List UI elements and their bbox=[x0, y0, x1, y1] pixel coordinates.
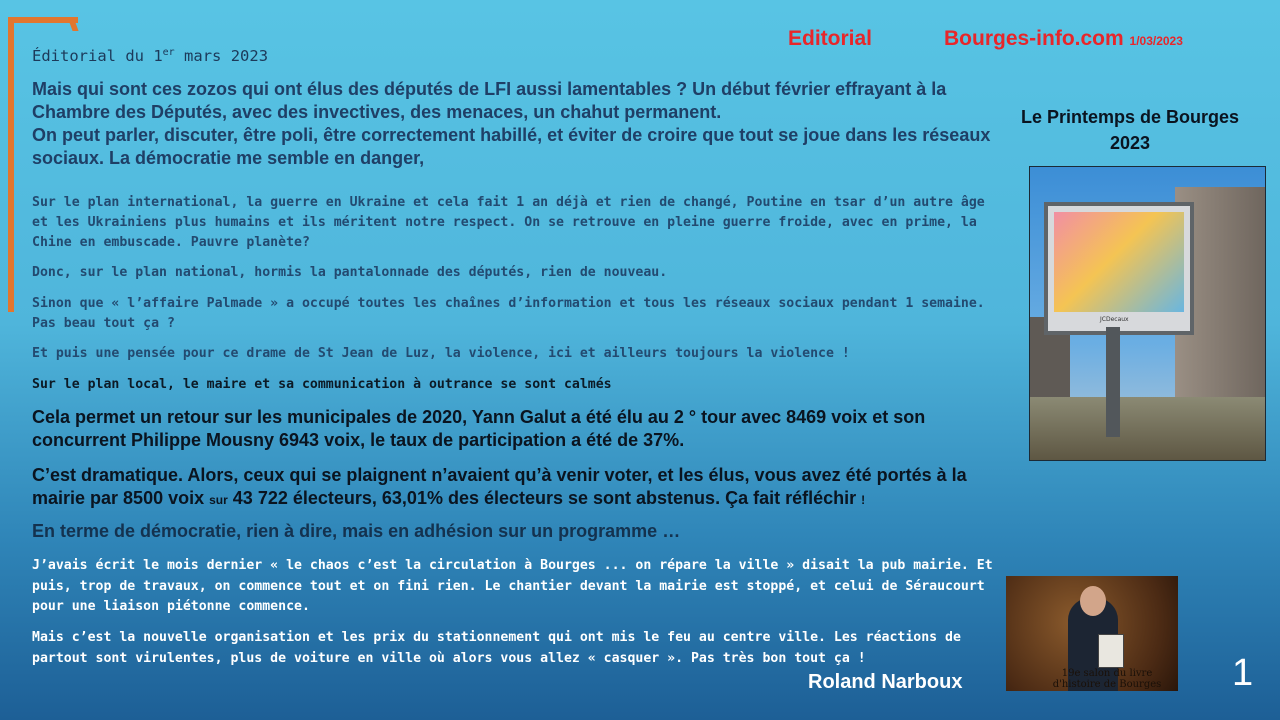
article-lead bbox=[32, 78, 992, 170]
portrait-head bbox=[1080, 586, 1106, 616]
header-site-name: Bourges-info.com 1/03/2023 bbox=[944, 27, 1183, 50]
portrait-book bbox=[1098, 634, 1124, 668]
paragraph-democratie: En terme de démocratie, rien à dire, mais en adhésion sur un programme … bbox=[32, 521, 681, 541]
header-date: 1/03/2023 bbox=[1129, 34, 1183, 48]
page-number: 1 bbox=[1232, 652, 1254, 694]
paragraph-international: Sur le plan international, la guerre en Ukraine et cela fait 1 an déjà et rien de changé, Poutine en tsar d’un autre âge et les Ukrainiens plus humains et ils méritent notre respect. On se retrouve en pleine guerre froide, avec en prime, la Chine en embuscade. Pauvre planète? bbox=[32, 195, 985, 250]
corner-bracket-left bbox=[8, 17, 14, 312]
billboard-pole bbox=[1106, 327, 1120, 437]
paragraph-municipales: Cela permet un retour sur les municipales de 2020, Yann Galut a été élu au 2 ° tour avec 8469 voix et son concurrent Philippe Mousny 6943 voix, le taux de participation a été de 37%. bbox=[32, 407, 926, 450]
header-editorial-label: Editorial bbox=[788, 27, 873, 50]
paragraph-dramatique: C’est dramatique. Alors, ceux qui se plaignent n’avaient qu’à venir voter, et les élus, vous avez été portés à la mairie par 8500 voix sur 43 722 électeurs, 63,01% des électeurs se sont abstenus. Ça fait réfléchir ! bbox=[32, 465, 967, 508]
paragraph-stationnement: Mais c’est la nouvelle organisation et les prix du stationnement qui ont mis le feu au centre ville. Les réactions de partout sont virulentes, plus de voiture en ville où alors vous allez « casquer ». Pas très bon tout ça ! bbox=[32, 630, 961, 666]
paragraph-st-jean: Et puis une pensée pour ce drame de St Jean de Luz, la violence, ici et ailleurs toujours la violence ! bbox=[32, 346, 850, 361]
lead-paragraph-2: On peut parler, discuter, être poli, être correctement habillé, et éviter de croire que tout se joue dans les réseaux sociaux. La démocratie me semble en danger, bbox=[32, 125, 991, 168]
paragraph-national: Donc, sur le plan national, hormis la pantalonnade des députés, rien de nouveau. bbox=[32, 265, 668, 280]
portrait-caption: 19e salon du livre d'histoire de Bourges bbox=[1052, 668, 1162, 690]
billboard-brand: JCDecaux bbox=[1100, 316, 1129, 323]
author-portrait-photo bbox=[1006, 576, 1178, 691]
lead-paragraph-1: Mais qui sont ces zozos qui ont élus des députés de LFI aussi lamentables ? Un début février effrayant à la Chambre des Députés, avec des invectives, des menaces, un chahut permanent. bbox=[32, 79, 947, 122]
author-name: Roland Narboux bbox=[808, 671, 963, 693]
paragraph-local: Sur le plan local, le maire et sa communication à outrance se sont calmés bbox=[32, 377, 612, 392]
printemps-billboard-photo bbox=[1029, 166, 1266, 461]
article-title: Éditorial du 1er mars 2023 bbox=[32, 47, 269, 66]
paragraph-palmade: Sinon que « l’affaire Palmade » a occupé toutes les chaînes d’information et tous les réseaux sociaux pendant 1 semaine. Pas beau tout ça ? bbox=[32, 296, 985, 331]
photo-ground bbox=[1030, 397, 1265, 460]
billboard bbox=[1044, 202, 1194, 335]
sidebar-title: Le Printemps de Bourges 2023 bbox=[1020, 107, 1240, 153]
billboard-poster bbox=[1054, 212, 1184, 312]
paragraph-chaos: J’avais écrit le mois dernier « le chaos c’est la circulation à Bourges ... on répare la ville » disait la pub mairie. Et puis, trop de travaux, on commence tout et on fini rien. Le chantier devant la mairie est stoppé, et celui de Séraucourt pour une liaison piétonne commence. bbox=[32, 558, 993, 614]
